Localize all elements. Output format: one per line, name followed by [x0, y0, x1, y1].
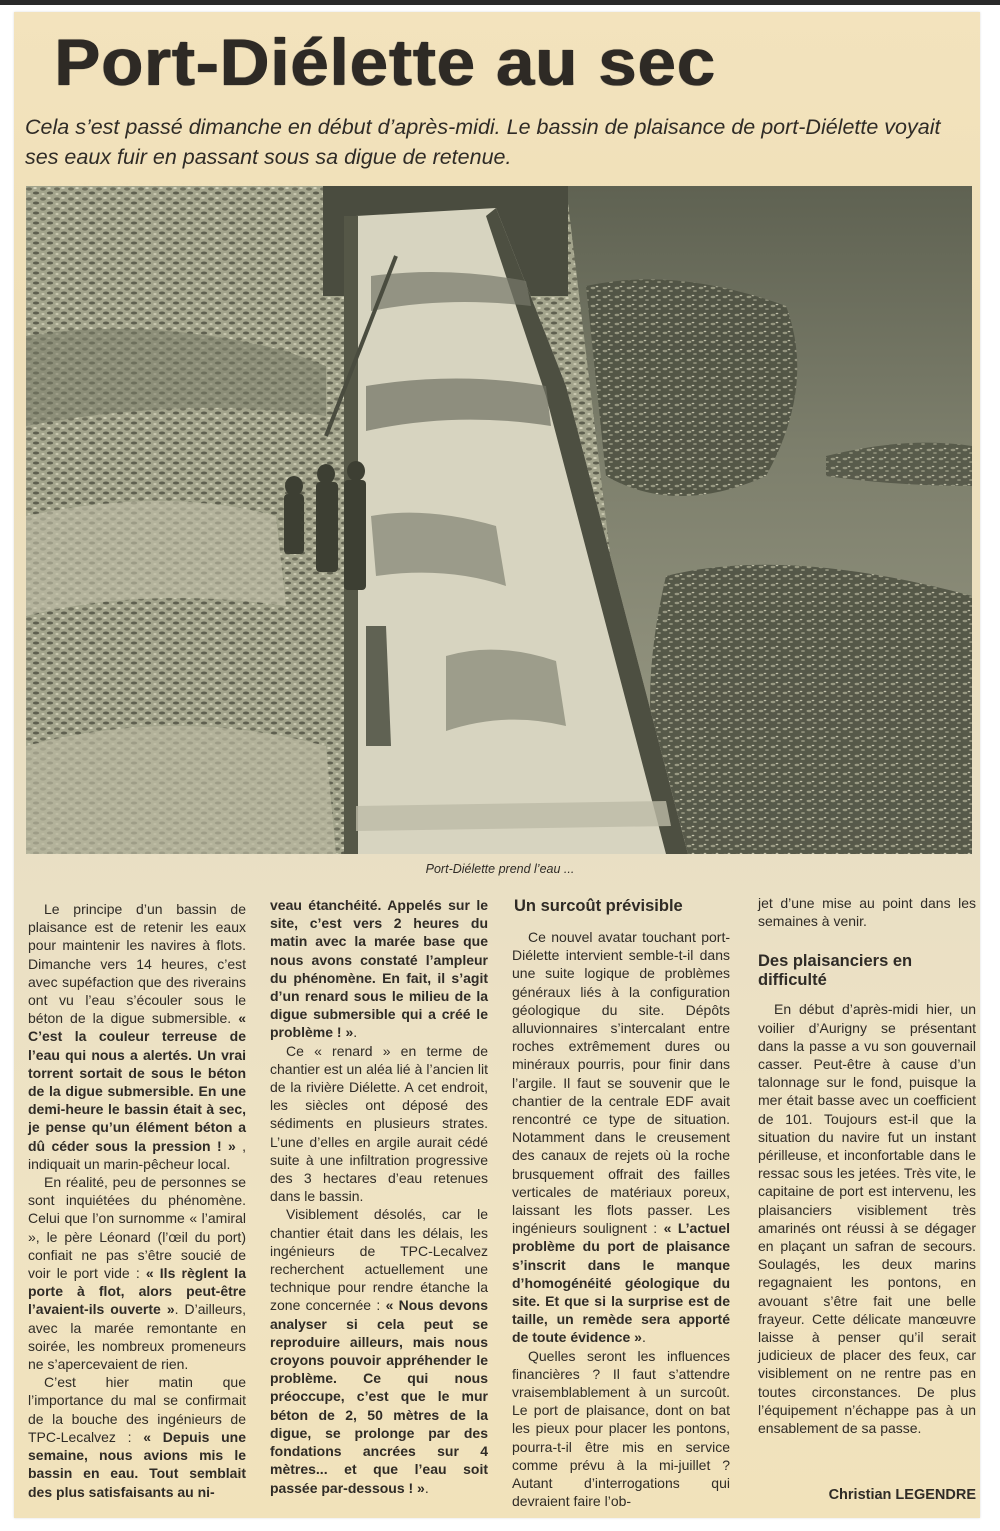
paragraph: En début d’après-midi hier, un voilier d’Aurigny se présentant dans la passe a vu son gouvernail casser. Peut-être à cause d’un talonnage sur le fond, puisque la mer était basse avec un coefficient de 101. Toujours est-il que la situation du navire fut un instant périlleuse, et inconfortable dans le ressac sous les jetées. Très vite, le capitaine de port est intervenu, les plaisanciers visiblement très amarinés ont réussi à se dégager en plaçant un safran de secours. Soulagés, les deux marins regagnaient les pontons, en avouant s’être fait une belle frayeur. Cette délicate manœuvre laisse à penser qu’il serait judicieux de placer des feux, car visiblement on ne rentre pas en toutes circonstances. De plus l’équipement n’échappe pas à un ensablement de sa passe.	[758, 1001, 976, 1437]
photo-illustration	[26, 186, 972, 854]
text-run: .	[424, 1479, 429, 1496]
quote: « Nous devons analyser si cela peut se reproduire ailleurs, mais nous croyons pouvoir appréhender le problème. Ce qui nous préoccupe, c’est que le mur béton de 2, 50 mètres de la digue, se prolonge par des fondations ancrées sur 4 mètres... et que l’eau soit passée par-dessous ! »	[270, 1297, 488, 1496]
article-column-3	[512, 928, 730, 1511]
text-run: En réalité, peu de personnes se sont inquiétées du phénomène. Celui que l’on surnomme « l’amiral », le père Léonard (l’œil du port) confiait ne pas s’être soucié de voir le port vide :	[28, 1174, 246, 1282]
paragraph: Quelles seront les influences financières ? Il faut s’attendre vraisemblablement à un surcoût. Le port de plaisance, dont on bat les pieux pour placer les pontons, pourra-t-il être mis en service comme prévu à la mi-juillet ? Autant d’interrogations qui devraient faire l’ob-	[512, 1347, 730, 1510]
photo-caption: Port-Diélette prend l’eau ...	[425, 862, 575, 876]
paragraph: Ce « renard » en terme de chantier est un aléa lié à l’ancien lit de la rivière Diélette. A cet endroit, les siècles ont déposé des sédiments en plusieurs strates. L’une d’elles en argile aurait cédé suite à une infiltration progressive des 3 hectares d’eau retenues dans le bassin.	[270, 1042, 488, 1205]
quote: « Depuis une semaine, nous avions mis le bassin en eau. Tout semblait des plus satisfaisants au ni-	[28, 1428, 246, 1500]
text-run: C’est hier matin que l’importance du mal se confirmait de la bouche des ingénieurs de TPC-Lecalvez :	[28, 1374, 246, 1445]
standfirst: Cela s’est passé dimanche en début d’après-midi. Le bassin de plaisance de port-Diélette voyait ses eaux fuir en passant sous sa digue de retenue.	[25, 115, 941, 169]
scan-top-border	[0, 0, 1000, 5]
text-run: Ce nouvel avatar touchant port-Diélette intervient semble-t-il dans une suite logique de problèmes généraux liés à la configuration géologique du site. Dépôts alluvionnaires s’intercalant entre roches extrêmement dures ou minéraux pourris, pour finir dans l’argile. Il faut se souvenir que le chantier de la centrale EDF avait rencontré ce type de situation. Notamment dans le creusement des canaux de rejets où la roche brusquement offrait des failles verticales de matériaux poreux, laissant les flots passer. Les ingénieurs soulignent :	[512, 929, 730, 1237]
quote: « C’est la couleur terreuse de l’eau qui nous a alertés. Un vrai torrent sortait de sous le béton de la digue submersible. En une demi-heure le bassin était à sec, je pense qu’un élément béton a dû céder sous la pression ! »	[28, 1010, 246, 1154]
paragraph: jet d’une mise au point dans les semaines à venir.	[758, 895, 976, 930]
paragraph	[270, 896, 488, 1042]
article-column-2	[270, 896, 488, 1497]
paragraph	[270, 1205, 488, 1496]
text-run: Visiblement désolés, car le chantier était dans les délais, les ingénieurs de TPC-Lecalvez recherchent actuellement une technique pour rendre étanche la zone concernée :	[270, 1206, 488, 1314]
subheading: Des plaisanciers en difficulté	[758, 952, 913, 990]
quote: « L’actuel problème du port de plaisance s’inscrit dans le manque d’homogénéité géologique du site. Et que si la surprise est de taille, un remède sera apporté de toute évidence »	[512, 1220, 730, 1346]
article-column-4	[758, 894, 976, 1437]
paragraph	[28, 900, 246, 1173]
article-column-1	[28, 900, 246, 1501]
paragraph	[28, 1373, 246, 1500]
author-signature: Christian LEGENDRE	[828, 1487, 976, 1503]
headline: Port-Diélette au sec	[54, 25, 716, 99]
article-photo	[26, 186, 972, 854]
text-run: , indiquait un marin-pêcheur local.	[28, 1137, 247, 1172]
subheading: Un surcoût prévisible	[514, 897, 683, 915]
text-run: .	[353, 1024, 358, 1041]
text-run: . D’ailleurs, avec la marée remontante en soirée, les nombreux promeneurs ne s’apercevaient de rien.	[28, 1301, 246, 1373]
quote: « Ils règlent la porte à flot, alors peut-être l’avaient-ils ouverte »	[28, 1265, 246, 1318]
quote: veau étanchéité. Appelés sur le site, c’est vers 2 heures du matin avec la marée base que nous avons constaté l’ampleur du phénomène. En fait, il s’agit d’un renard sous le milieu de la digue submersible qui a créé le problème ! »	[270, 897, 488, 1041]
paragraph	[28, 1173, 246, 1373]
text-run: Le principe d’un bassin de plaisance est de retenir les eaux pour maintenir les navires à flots. Dimanche vers 14 heures, c’est avec supéfaction que des riverains ont vu l’eau s’écouler sous le béton de la digue submersible.	[28, 901, 246, 1027]
text-run: .	[641, 1329, 646, 1346]
paragraph	[512, 928, 730, 1347]
